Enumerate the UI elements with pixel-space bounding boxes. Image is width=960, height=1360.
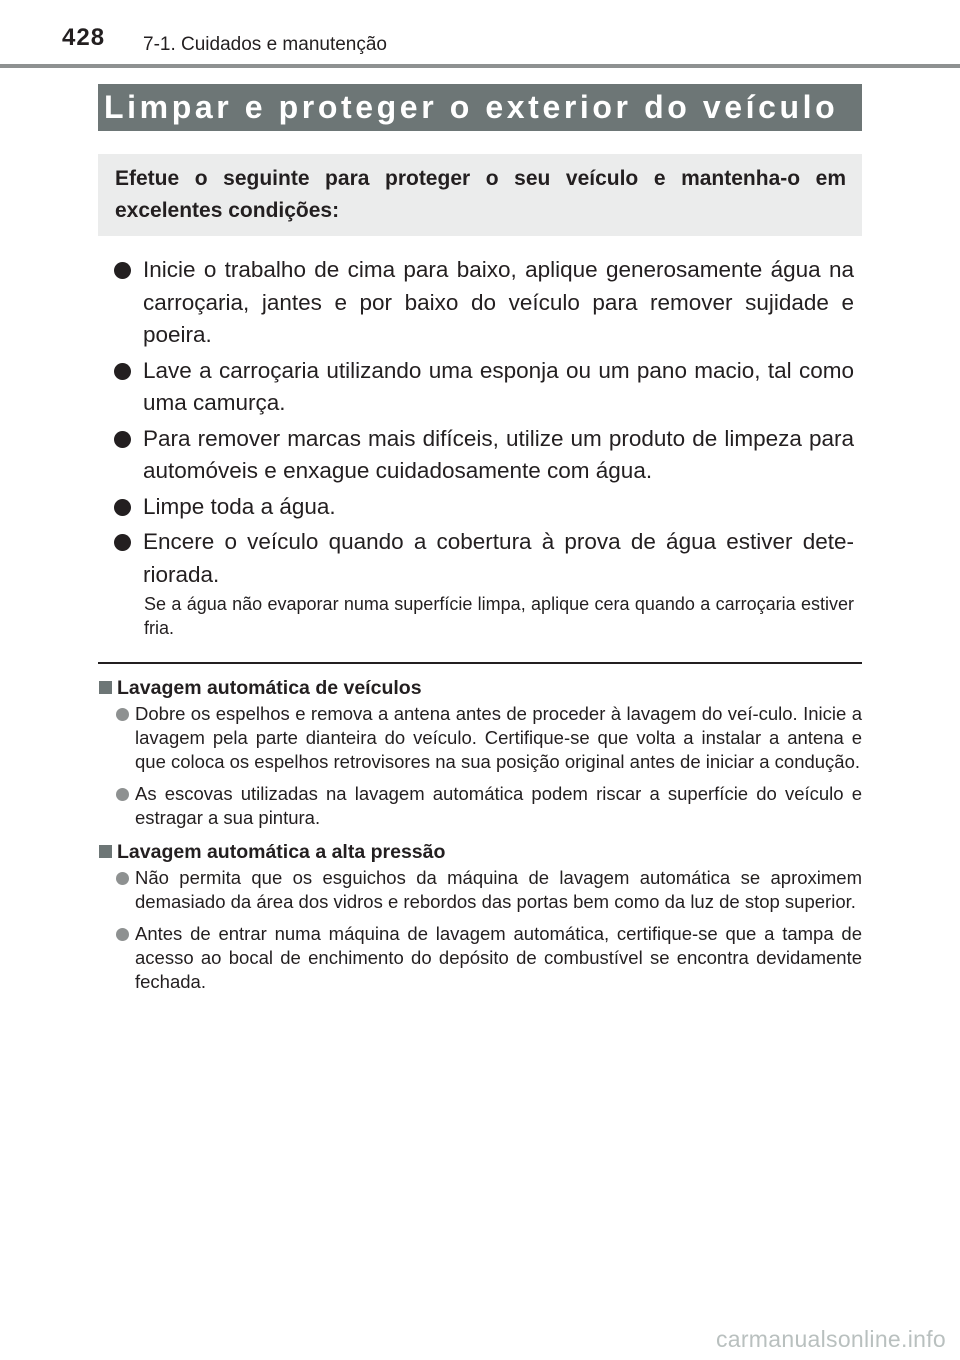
list-item <box>114 423 854 488</box>
bullet-icon <box>116 928 129 941</box>
list-item-text: Dobre os espelhos e remova a antena antes de proceder à lavagem do veí-culo. Inicie a lavagem pela parte dianteira do veículo. Certifique-se que volta a instalar a antena e que coloca os espelhos retrovisores na sua posição original antes de iniciar a condução. <box>135 703 862 772</box>
main-instruction-list <box>114 254 854 594</box>
subsection-list <box>98 866 862 994</box>
list-item <box>114 355 854 420</box>
list-item <box>98 702 862 774</box>
subsection-heading-text: Lavagem automática de veículos <box>117 677 422 699</box>
bullet-icon <box>114 499 131 516</box>
note-text: Se a água não evaporar numa superfície limpa, aplique cera quando a carroçaria estiver fria. <box>144 594 854 638</box>
bullet-icon <box>114 431 131 448</box>
subsection-heading-text: Lavagem automática a alta pressão <box>117 841 446 863</box>
list-item-text: Não permita que os esguichos da máquina de lavagem automática se aproximem demasiado da área dos vidros e rebordos das portas bem como da luz de stop superior. <box>135 867 862 912</box>
page-title: Limpar e proteger o exterior do veículo <box>98 84 862 131</box>
square-bullet-icon <box>99 681 112 694</box>
list-item <box>114 526 854 591</box>
page-header <box>0 0 960 70</box>
list-item-text: Antes de entrar numa máquina de lavagem automática, certifique-se que a tampa de acesso ao bocal de enchimento do depósito de combustível se encontra devidamente fechada. <box>135 923 862 992</box>
subsection-heading <box>98 838 862 866</box>
bullet-icon <box>116 788 129 801</box>
list-item-text: Para remover marcas mais difíceis, utilize um produto de limpeza para automóveis e enxague cuidadosamente com água. <box>143 425 854 483</box>
list-item <box>114 491 854 524</box>
bullet-icon <box>114 262 131 279</box>
bullet-icon <box>116 708 129 721</box>
section-divider <box>98 662 862 664</box>
bullet-icon <box>116 872 129 885</box>
bullet-icon <box>114 363 131 380</box>
bullet-icon <box>114 534 131 551</box>
list-item-text: Encere o veículo quando a cobertura à prova de água estiver dete-riorada. <box>143 529 854 587</box>
header-divider <box>0 64 960 68</box>
list-item-text: Inicie o trabalho de cima para baixo, aplique generosamente água na carroçaria, jantes e por baixo do veículo para remover sujidade e poeira. <box>143 257 854 347</box>
subsections <box>98 672 862 1002</box>
subsection-list <box>98 702 862 830</box>
list-item <box>98 922 862 994</box>
subsection-heading <box>98 674 862 702</box>
list-item <box>98 866 862 914</box>
list-item-text: As escovas utilizadas na lavagem automática podem riscar a superfície do veículo e estragar a sua pintura. <box>135 783 862 828</box>
watermark: carmanualsonline.info <box>715 1326 946 1352</box>
list-item-text: Limpe toda a água. <box>143 493 336 519</box>
list-item <box>114 254 854 352</box>
list-item-text: Lave a carroçaria utilizando uma esponja ou um pano macio, tal como uma camurça. <box>143 357 854 415</box>
section-title: 7-1. Cuidados e manutenção <box>143 34 387 55</box>
square-bullet-icon <box>99 845 112 858</box>
intro-box: Efetue o seguinte para proteger o seu veículo e mantenha-o em excelentes condições: <box>98 154 862 236</box>
list-item <box>98 782 862 830</box>
page-number: 428 <box>62 24 106 51</box>
